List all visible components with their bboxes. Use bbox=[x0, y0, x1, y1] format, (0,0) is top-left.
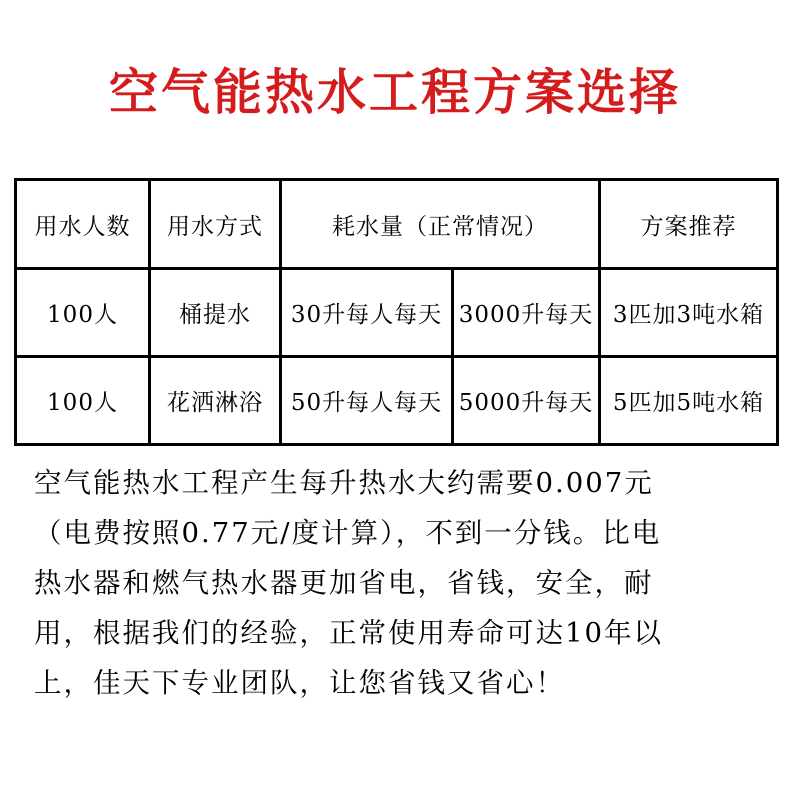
plan-table bbox=[14, 178, 779, 446]
cell-plan: 5匹加5吨水箱 bbox=[600, 357, 778, 445]
paragraph-line: （电费按照0.77元/度计算），不到一分钱。比电 bbox=[34, 517, 662, 549]
cell-people: 100人 bbox=[16, 269, 150, 357]
page-title: 空气能热水工程方案选择 bbox=[108, 64, 681, 121]
paragraph-line: 热水器和燃气热水器更加省电，省钱，安全，耐 bbox=[34, 567, 654, 599]
cell-people: 100人 bbox=[16, 357, 150, 445]
cell-per-person: 50升每人每天 bbox=[281, 357, 453, 445]
cell-total: 3000升每天 bbox=[453, 269, 600, 357]
header-people: 用水人数 bbox=[16, 180, 150, 269]
table-header-row bbox=[16, 180, 778, 269]
description-paragraph bbox=[34, 458, 774, 708]
cell-method: 花洒淋浴 bbox=[150, 357, 281, 445]
header-usage: 耗水量（正常情况） bbox=[281, 180, 600, 269]
cell-per-person: 30升每人每天 bbox=[281, 269, 453, 357]
table-row bbox=[16, 269, 778, 357]
header-method: 用水方式 bbox=[150, 180, 281, 269]
paragraph-line: 空气能热水工程产生每升热水大约需要0.007元 bbox=[34, 467, 654, 499]
cell-method: 桶提水 bbox=[150, 269, 281, 357]
cell-plan: 3匹加3吨水箱 bbox=[600, 269, 778, 357]
paragraph-line: 上，佳天下专业团队，让您省钱又省心！ bbox=[34, 667, 565, 699]
cell-total: 5000升每天 bbox=[453, 357, 600, 445]
table-row bbox=[16, 357, 778, 445]
header-plan: 方案推荐 bbox=[600, 180, 778, 269]
paragraph-line: 用，根据我们的经验，正常使用寿命可达10年以 bbox=[34, 617, 663, 649]
